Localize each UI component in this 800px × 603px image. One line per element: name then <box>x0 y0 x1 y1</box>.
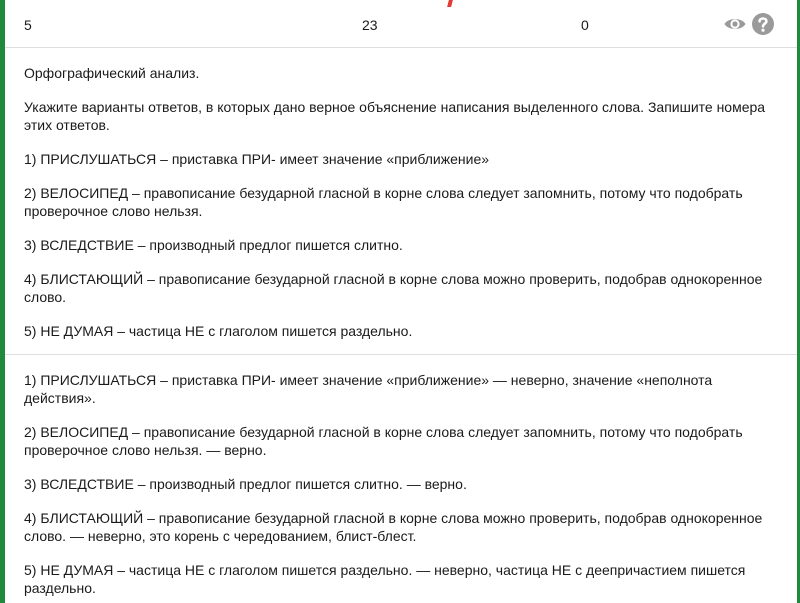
solution-item-5: 5) НЕ ДУМАЯ – частица НЕ с глаголом пишется раздельно. — неверно, частица НЕ с деепричастием пишется раздельно. <box>24 562 746 596</box>
solution-item-1: 1) ПРИСЛУШАТЬСЯ – приставка ПРИ- имеет значение «приближение» — неверно, значение «неполнота действия». <box>24 372 713 406</box>
answer-option-3: 3) ВСЛЕДСТВИЕ – производный предлог пишется слитно. <box>24 237 403 253</box>
answer-option-2: 2) ВЕЛОСИПЕД – правописание безударной гласной в корне слова следует запомнить, потому что подобрать проверочное слово нельзя. <box>24 185 743 219</box>
eye-icon[interactable] <box>723 12 747 36</box>
question-icon[interactable] <box>751 12 775 36</box>
task-title: Орфографический анализ. <box>24 65 200 81</box>
solution-item-2: 2) ВЕЛОСИПЕД – правописание безударной гласной в корне слова следует запомнить, потому что подобрать проверочное слово нельзя. — верно. <box>24 424 743 458</box>
solution-explanation <box>5 356 797 603</box>
solution-item-3: 3) ВСЛЕДСТВИЕ – производный предлог пишется слитно. — верно. <box>24 476 467 492</box>
answer-option-1: 1) ПРИСЛУШАТЬСЯ – приставка ПРИ- имеет значение «приближение» <box>24 151 490 167</box>
task-statement <box>5 49 797 355</box>
stats-row <box>5 0 797 48</box>
task-instruction: Укажите варианты ответов, в которых дано верное объяснение написания выделенного слова. Запишите номера этих ответов. <box>24 99 766 133</box>
stat-value-2: 23 <box>362 17 378 33</box>
card-content <box>5 49 797 603</box>
solution-item-4: 4) БЛИСТАЮЩИЙ – правописание безударной гласной в корне слова можно проверить, подобрав однокоренное слово. — неверно, это корень с чередованием, блист-блест. <box>24 510 763 544</box>
stat-value-3: 0 <box>581 17 589 33</box>
stat-value-1: 5 <box>24 17 32 33</box>
answer-option-5: 5) НЕ ДУМАЯ – частица НЕ с глаголом пишется раздельно. <box>24 323 413 339</box>
answer-option-4: 4) БЛИСТАЮЩИЙ – правописание безударной гласной в корне слова можно проверить, подобрав однокоренное слово. <box>24 271 763 305</box>
